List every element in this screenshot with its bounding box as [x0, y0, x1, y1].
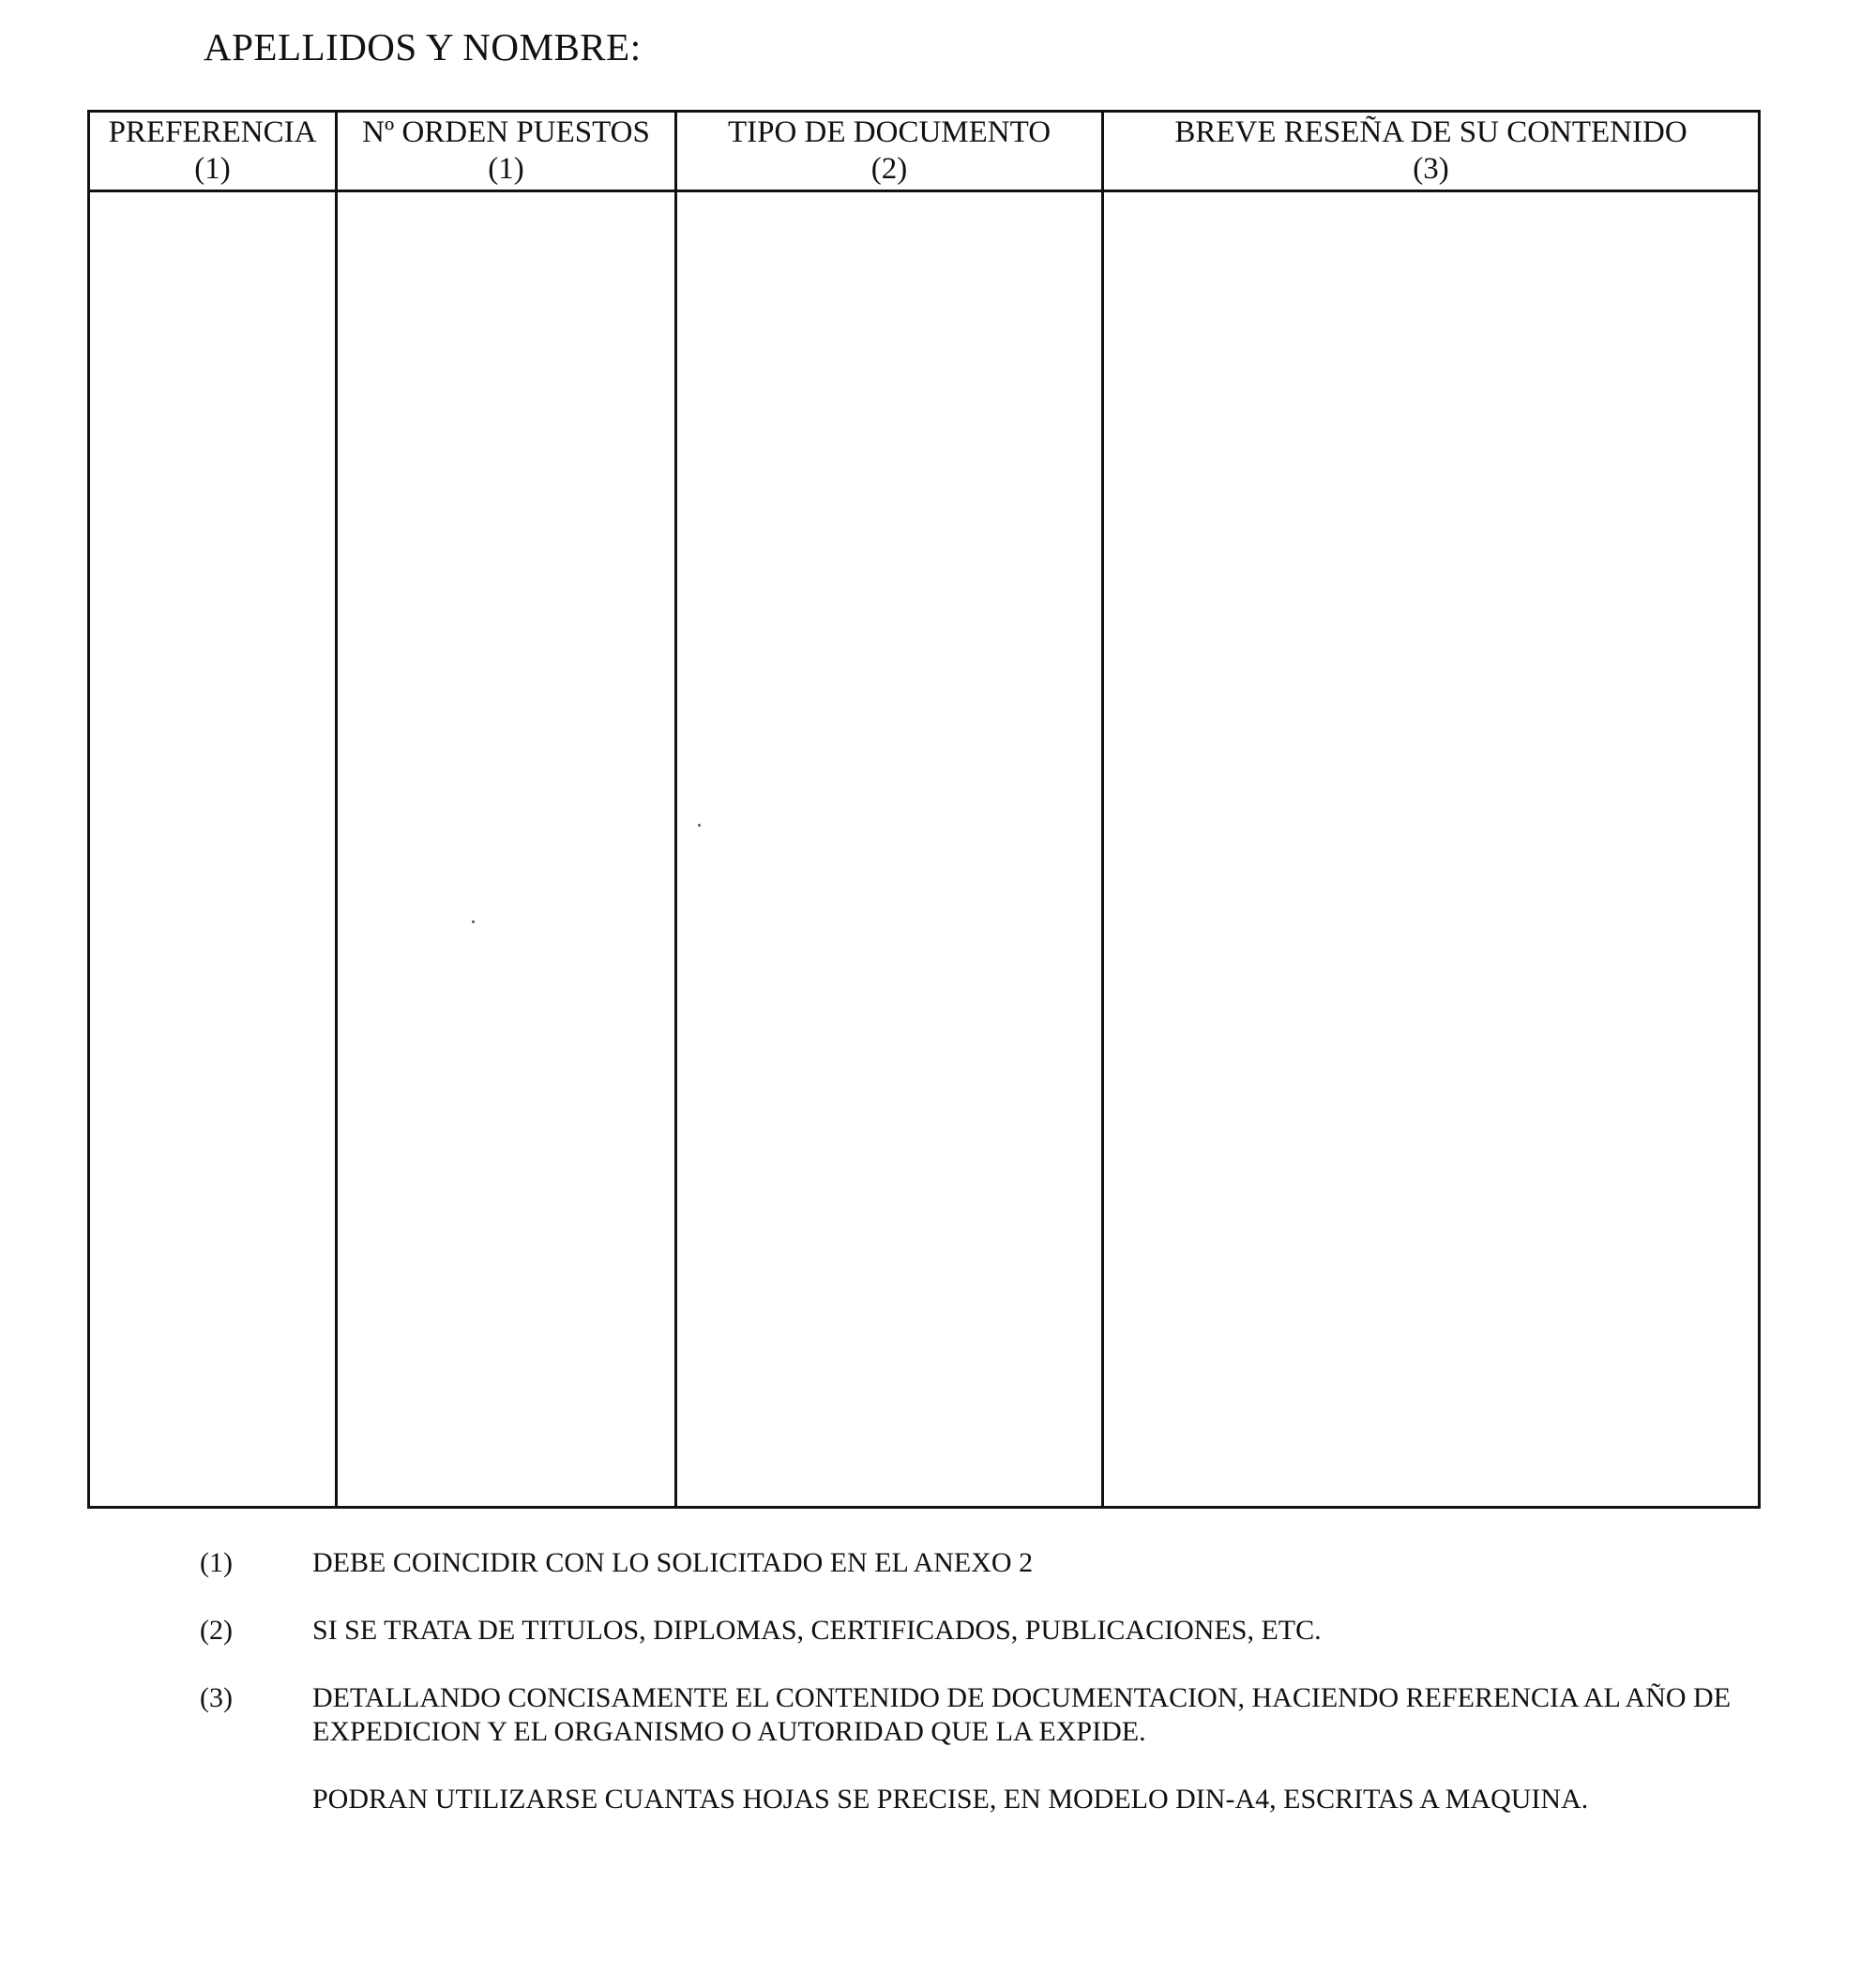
document-list-table	[87, 110, 1761, 1509]
column-header-note-ref: (3)	[1413, 152, 1449, 186]
footnote	[200, 1614, 1776, 1648]
column-header-note-ref: (1)	[194, 152, 231, 186]
footnotes	[200, 1546, 1776, 1816]
column-header-preferencia	[90, 113, 338, 192]
page-title: APELLIDOS Y NOMBRE:	[204, 25, 642, 68]
footnote	[200, 1546, 1776, 1580]
column-header-note-ref: (1)	[488, 152, 524, 186]
column-header-label: PREFERENCIA	[108, 115, 317, 149]
footnote-number: (3)	[200, 1682, 233, 1713]
footnote-text: DETALLANDO CONCISAMENTE EL CONTENIDO DE DOCUMENTACION, HACIENDO REFERENCIA AL AÑO DE EXPEDICION Y EL ORGANISMO O AUTORIDAD QUE LA EXPIDE.	[312, 1682, 1732, 1747]
footnote-text: SI SE TRATA DE TITULOS, DIPLOMAS, CERTIFICADOS, PUBLICACIONES, ETC.	[312, 1615, 1322, 1646]
preferencia-entry-cell[interactable]	[90, 192, 338, 1506]
footnote-number: (2)	[200, 1615, 233, 1646]
scan-speck	[698, 824, 701, 827]
column-header-label: TIPO DE DOCUMENTO	[727, 115, 1051, 149]
tipo-documento-entry-cell[interactable]	[677, 192, 1104, 1506]
column-header-tipo-documento	[677, 113, 1104, 192]
column-header-label: Nº ORDEN PUESTOS	[362, 115, 650, 149]
footnote-number: (1)	[200, 1547, 233, 1578]
orden-puestos-entry-cell[interactable]	[338, 192, 677, 1506]
column-header-note-ref: (2)	[870, 152, 908, 186]
closing-note: PODRAN UTILIZARSE CUANTAS HOJAS SE PRECISE, EN MODELO DIN-A4, ESCRITAS A MAQUINA.	[312, 1784, 1589, 1815]
footnote-text: DEBE COINCIDIR CON LO SOLICITADO EN EL ANEXO 2	[312, 1547, 1034, 1578]
footnote	[200, 1681, 1776, 1749]
column-header-resena-contenido	[1104, 113, 1758, 192]
scan-speck	[472, 920, 475, 923]
column-header-label: BREVE RESEÑA DE SU CONTENIDO	[1174, 115, 1687, 149]
resena-contenido-entry-cell[interactable]	[1104, 192, 1758, 1506]
column-header-orden-puestos	[338, 113, 677, 192]
